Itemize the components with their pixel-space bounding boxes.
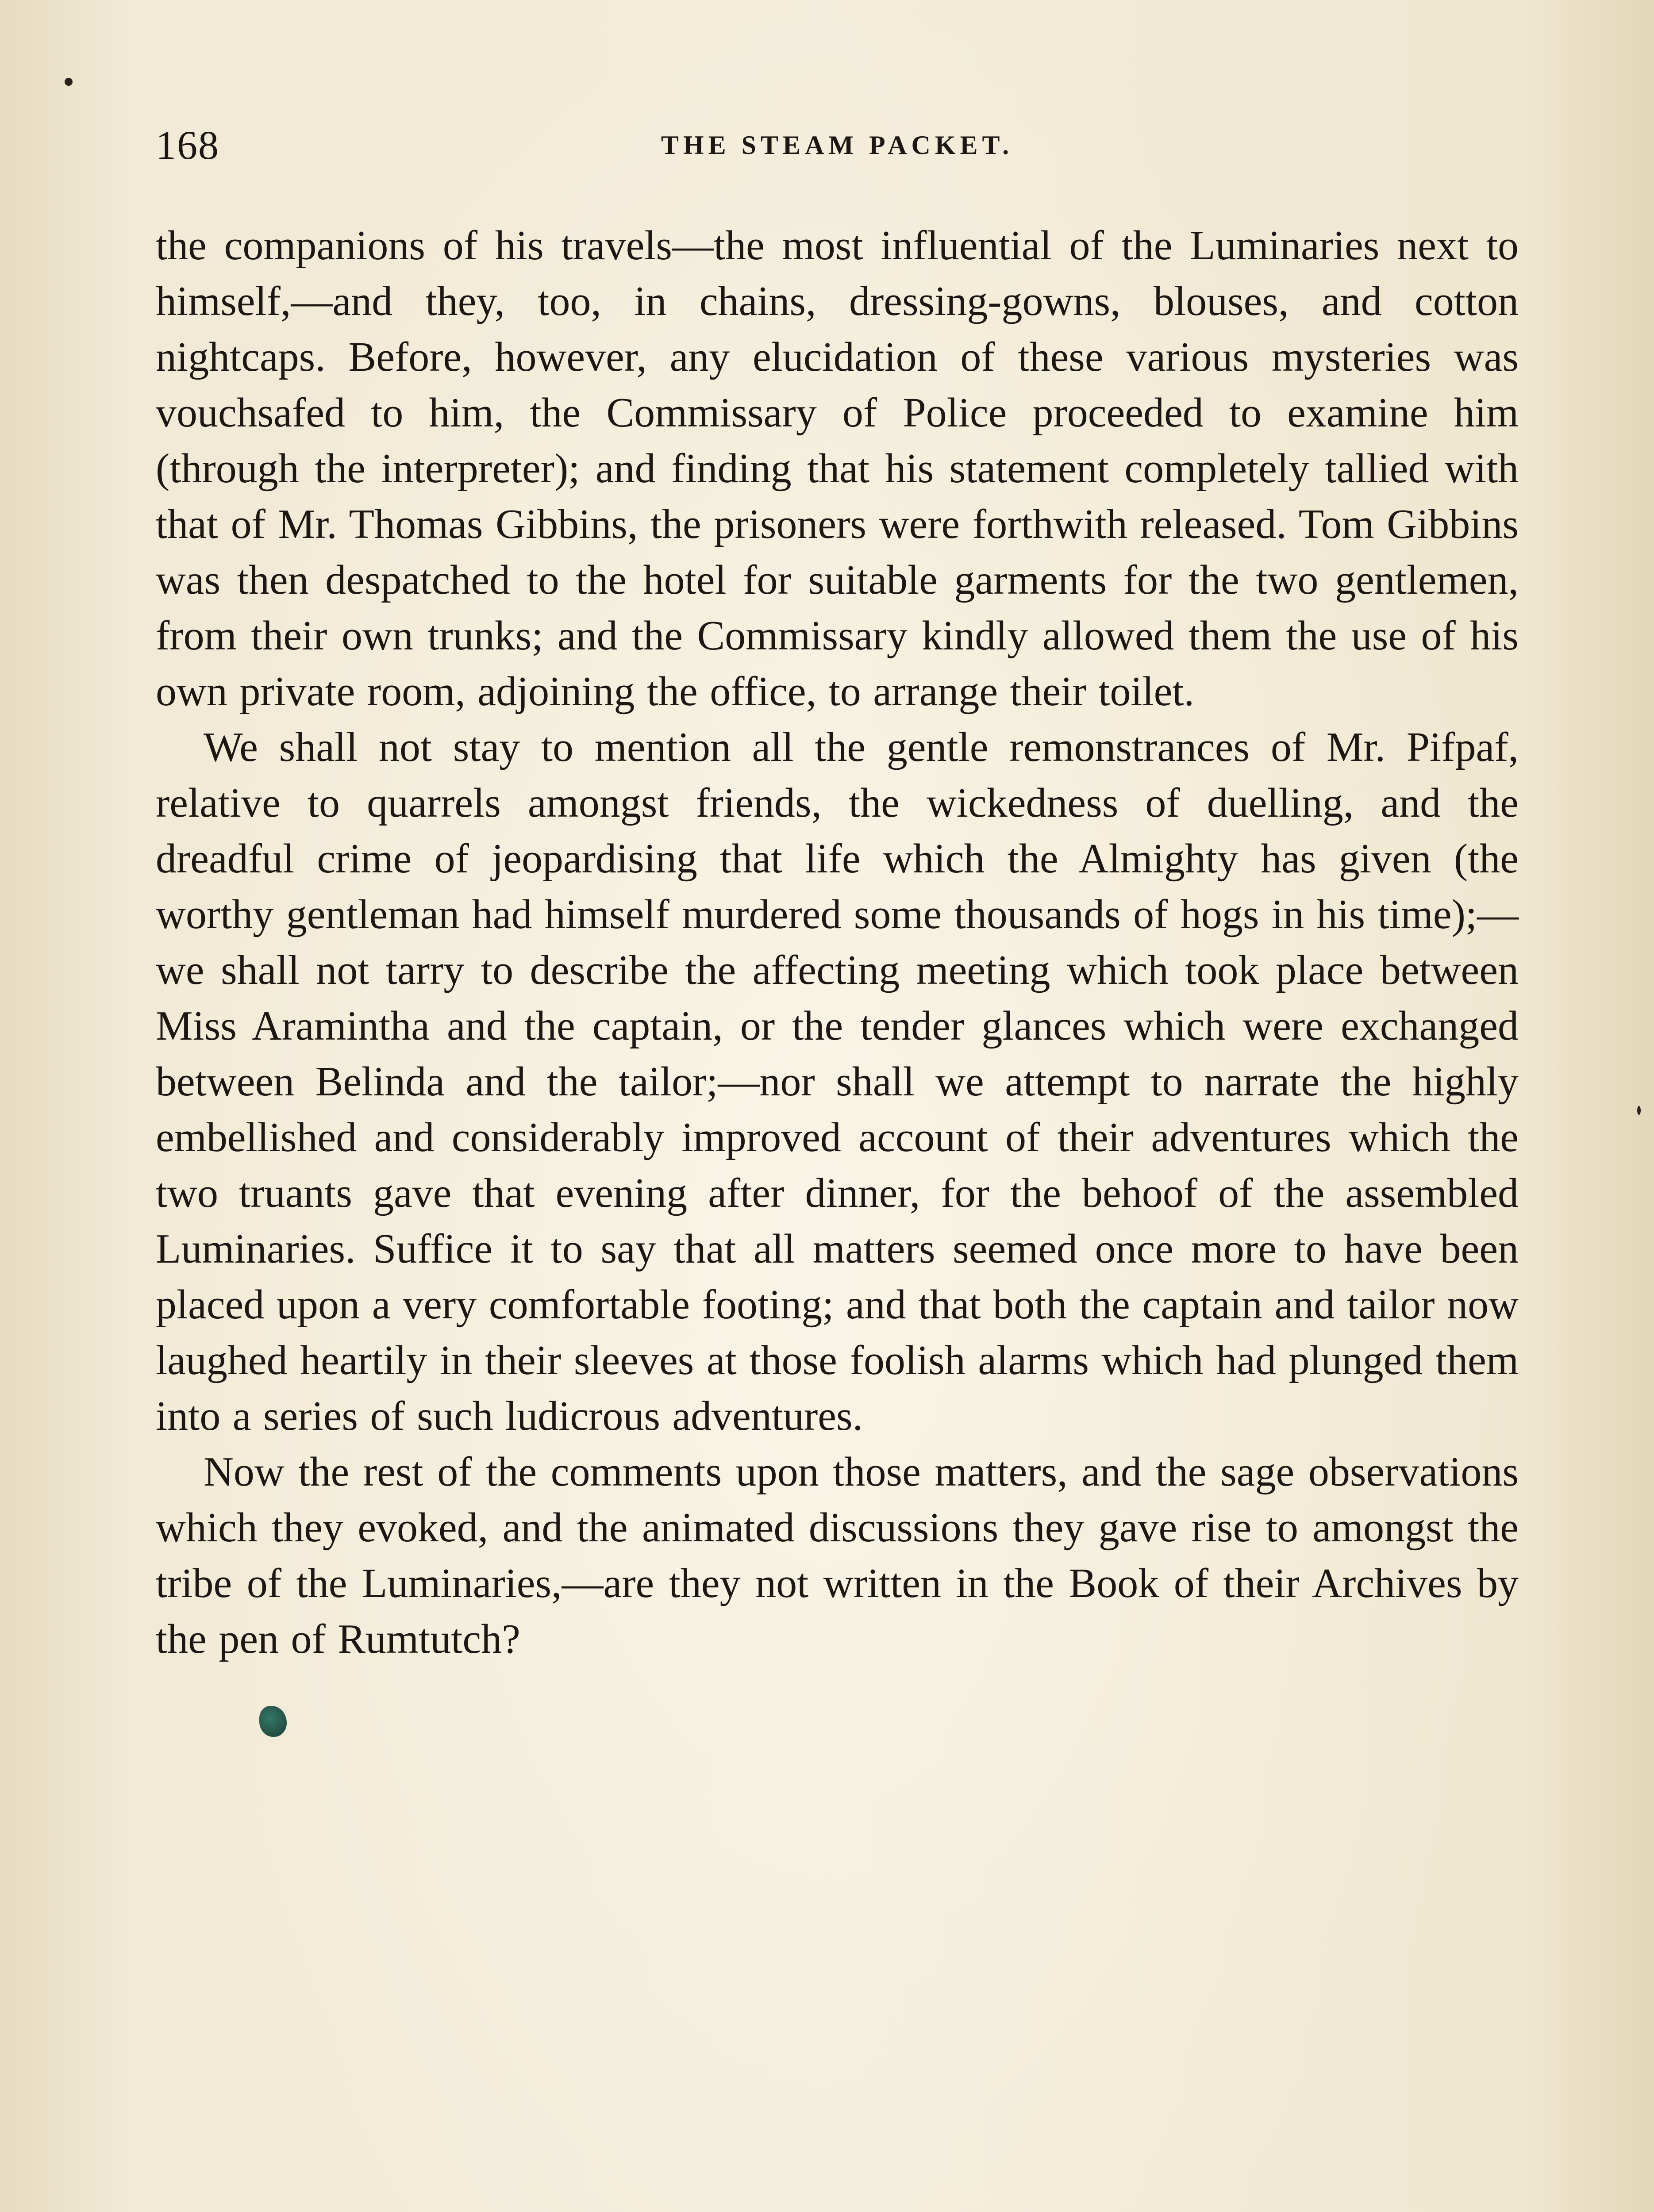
page-header: [156, 119, 1519, 172]
paragraph: the companions of his travels—the most influential of the Luminaries next to himself,—and they, too, in chains, dressing-gowns, blouses, and cotton nightcaps. Before, however, any elucidation of these various mysteries was vouchsafed to him, the Commissary of Police proceeded to examine him (through the interpreter); and finding that his statement completely tallied with that of Mr. Thomas Gibbins, the prisoners were forthwith released. Tom Gibbins was then despatched to the hotel for suitable garments for the two gentlemen, from their own trunks; and the Commissary kindly allowed them the use of his own private room, adjoining the office, to arrange their toilet.: [156, 223, 1519, 714]
ink-blot: [259, 1706, 287, 1737]
running-head: THE STEAM PACKET.: [661, 131, 1014, 160]
page-number: 168: [156, 123, 219, 168]
ink-speck: [65, 78, 73, 86]
paragraph: We shall not stay to mention all the gentle remonstrances of Mr. Pifpaf, relative to quarrels amongst friends, the wickedness of duelling, and the dreadful crime of jeopardising that life which the Almighty has given (the worthy gentleman had himself murdered some thousands of hogs in his time);—we shall not tarry to describe the affecting meeting which took place between Miss Aramintha and the captain, or the tender glances which were exchanged between Belinda and the tailor;—nor shall we attempt to narrate the highly embellished and considerably improved account of their adventures which the two truants gave that evening after dinner, for the behoof of the assembled Luminaries. Suffice it to say that all matters seemed once more to have been placed upon a very comfortable footing; and that both the captain and tailor now laughed heartily in their sleeves at those foolish alarms which had plunged them into a series of such ludicrous adventures.: [156, 724, 1519, 1439]
body-text: [156, 218, 1519, 1667]
paragraph: Now the rest of the comments upon those matters, and the sage observations which they evoked, and the animated discussions they gave rise to amongst the tribe of the Luminaries,—are they not written in the Book of their Archives by the pen of Rumtutch?: [156, 1449, 1519, 1662]
ink-speck: [1637, 1106, 1641, 1115]
